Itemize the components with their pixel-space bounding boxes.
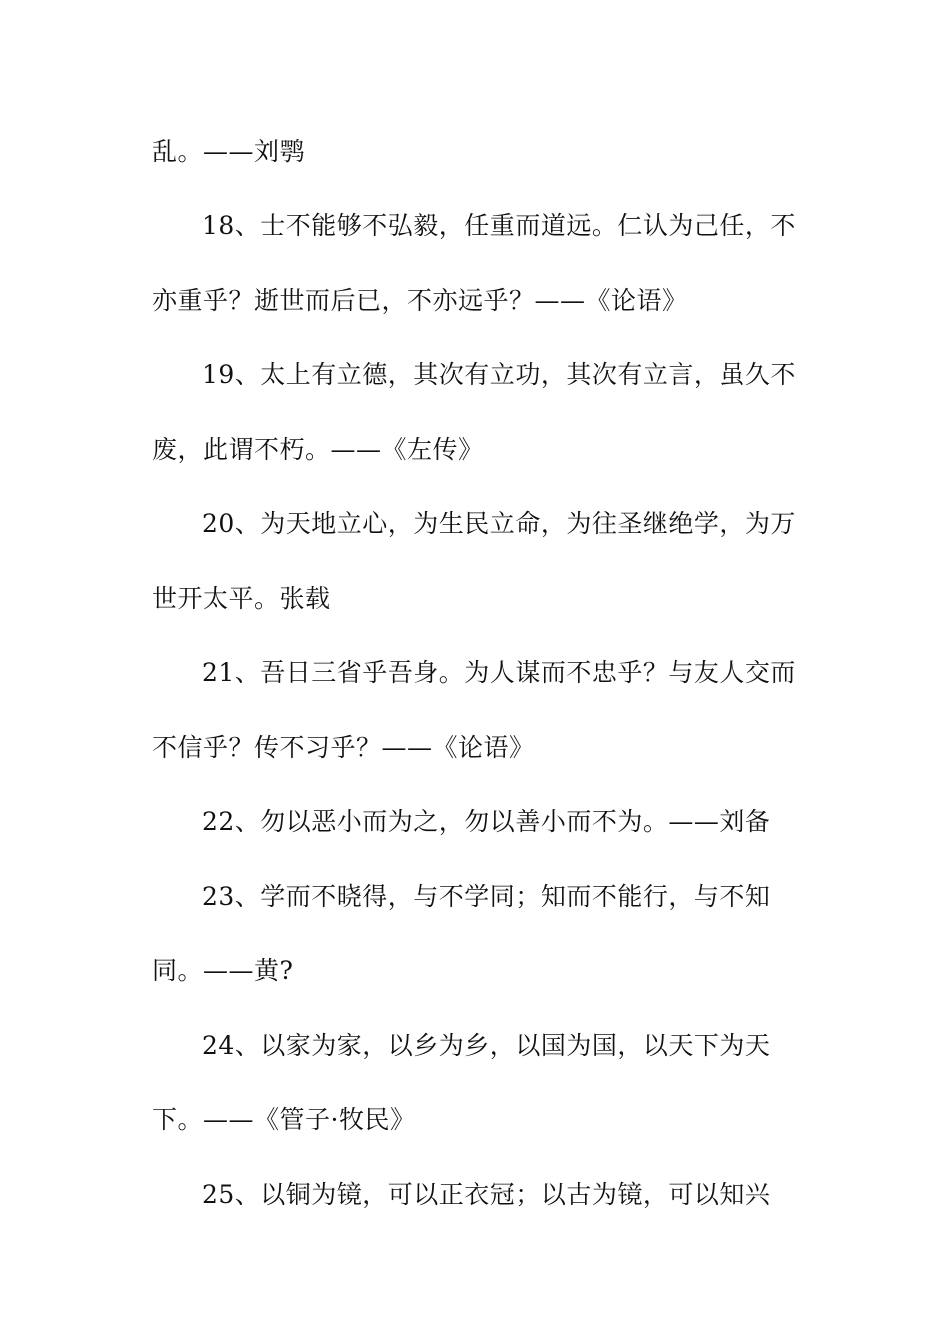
text-line: 乱。——刘鹗	[152, 137, 306, 166]
text-line: 21、吾日三省乎吾身。为人谋而不忠乎？与友人交而	[202, 658, 796, 687]
text-line: 23、学而不晓得，与不学同；知而不能行，与不知	[202, 882, 771, 911]
text-line: 19、太上有立德，其次有立功，其次有立言，虽久不	[202, 360, 796, 389]
text-line: 18、士不能够不弘毅，任重而道远。仁认为己任，不	[202, 211, 796, 240]
text-line: 25、以铜为镜，可以正衣冠；以古为镜，可以知兴	[202, 1180, 771, 1209]
text-line: 下。——《管子·牧民》	[152, 1105, 416, 1134]
text-line: 亦重乎？逝世而后已，不亦远乎？——《论语》	[152, 286, 688, 315]
text-line: 同。——黄?	[152, 956, 294, 985]
text-line: 22、勿以恶小而为之，勿以善小而不为。——刘备	[202, 807, 771, 836]
text-line: 废，此谓不朽。——《左传》	[152, 435, 484, 464]
text-line: 不信乎？传不习乎？——《论语》	[152, 733, 535, 762]
text-line: 20、为天地立心，为生民立命，为往圣继绝学，为万	[202, 509, 796, 538]
text-line: 世开太平。张载	[152, 584, 331, 613]
text-line: 24、以家为家，以乡为乡，以国为国，以天下为天	[202, 1031, 771, 1060]
